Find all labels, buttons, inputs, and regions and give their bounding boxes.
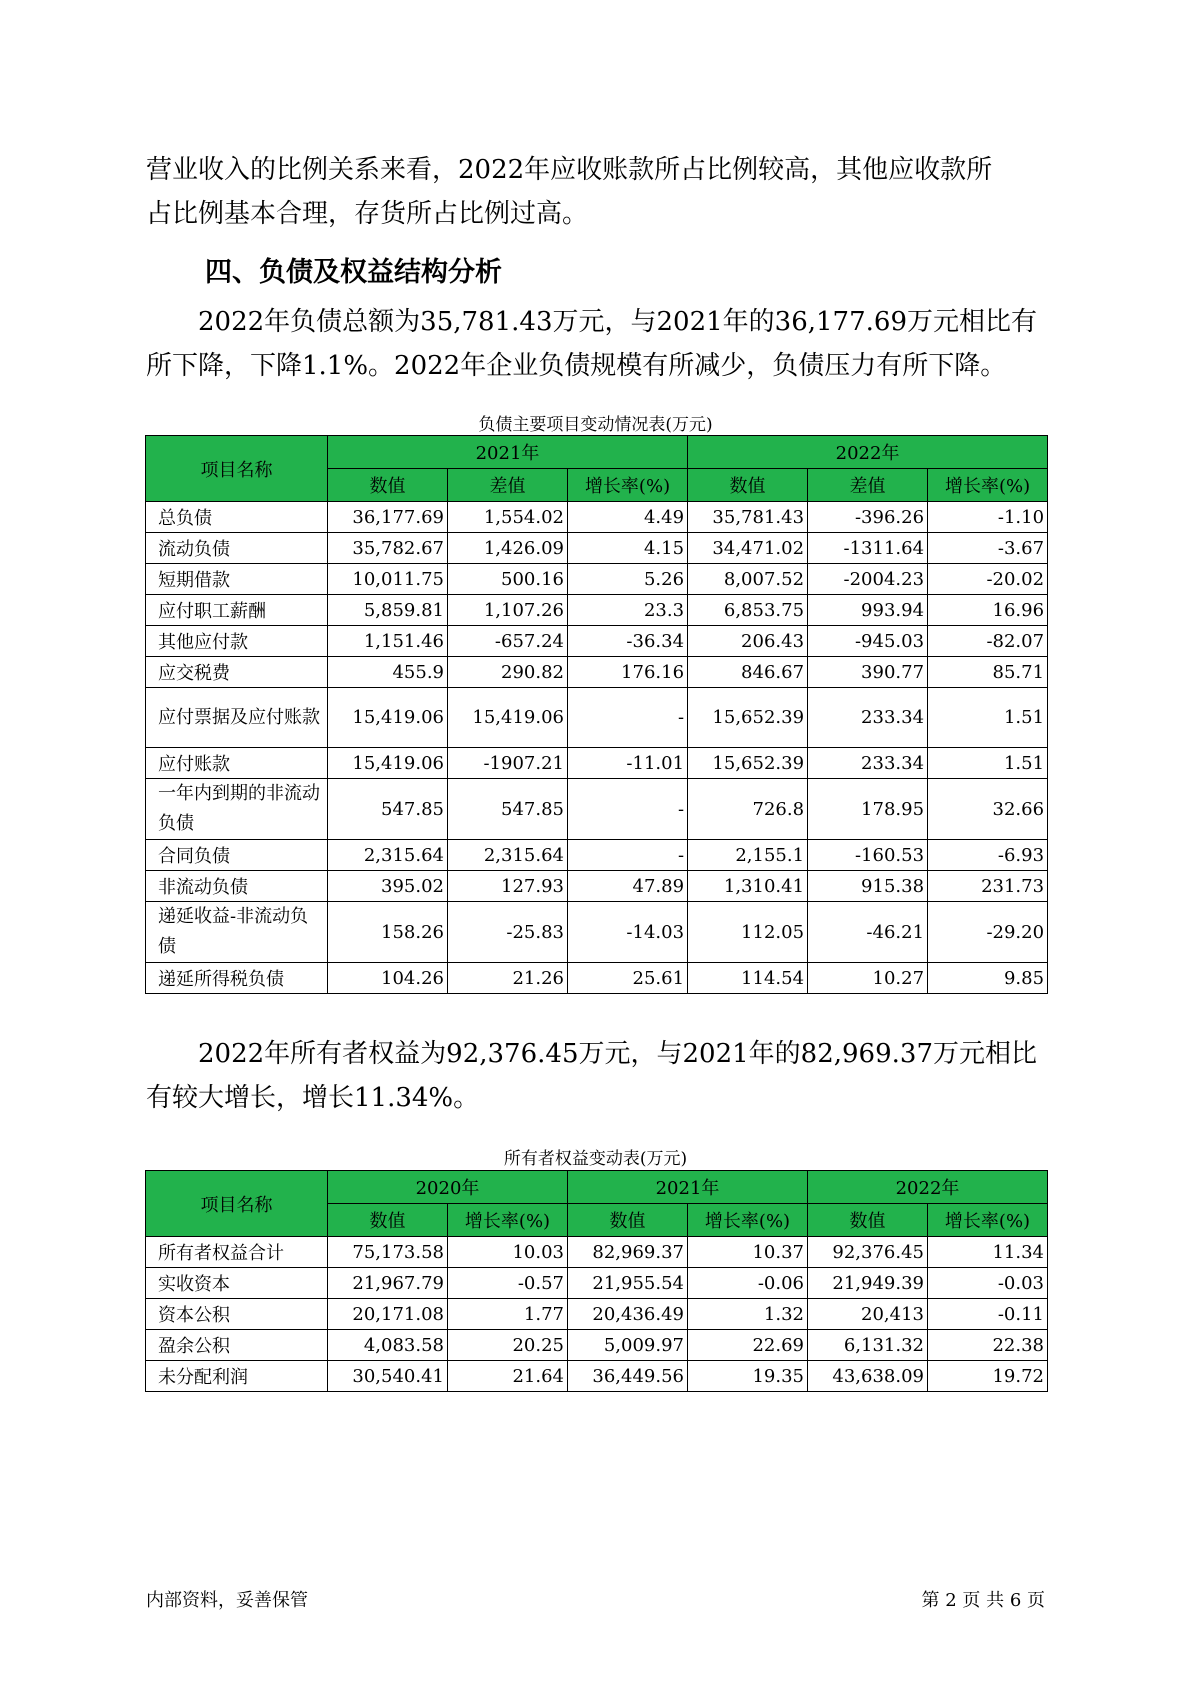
- row-cell: 1,310.41: [688, 871, 808, 902]
- row-cell: 15,419.06: [328, 748, 448, 779]
- row-cell: 390.77: [808, 657, 928, 688]
- liability-table: [145, 435, 1048, 994]
- row-item-name: 总负债: [146, 502, 328, 533]
- equity-line-2: 有较大增长，增长11.34%。: [146, 1083, 480, 1113]
- row-cell: 20.25: [448, 1330, 568, 1361]
- row-cell: 20,171.08: [328, 1299, 448, 1330]
- table-row: [146, 626, 1048, 657]
- row-cell: -29.20: [928, 902, 1048, 963]
- row-cell: 1,426.09: [448, 533, 568, 564]
- row-cell: 5.26: [568, 564, 688, 595]
- liability-table-caption: 负债主要项目变动情况表(万元): [478, 415, 713, 435]
- row-cell: -396.26: [808, 502, 928, 533]
- row-cell: 15,652.39: [688, 748, 808, 779]
- row-cell: 19.72: [928, 1361, 1048, 1392]
- row-cell: 1.51: [928, 748, 1048, 779]
- row-cell: 21.26: [448, 963, 568, 994]
- row-cell: 19.35: [688, 1361, 808, 1392]
- row-item-name: 其他应付款: [146, 626, 328, 657]
- row-cell: -2004.23: [808, 564, 928, 595]
- header-item-name: 项目名称: [146, 436, 328, 502]
- row-cell: 1.51: [928, 688, 1048, 748]
- row-item-name: 资本公积: [146, 1299, 328, 1330]
- row-cell: 231.73: [928, 871, 1048, 902]
- table-row: [146, 502, 1048, 533]
- equity-table-body: [146, 1237, 1048, 1392]
- equity-table: [145, 1170, 1048, 1392]
- row-cell: 36,449.56: [568, 1361, 688, 1392]
- table-row: [146, 533, 1048, 564]
- row-cell: -82.07: [928, 626, 1048, 657]
- row-cell: 500.16: [448, 564, 568, 595]
- row-cell: 993.94: [808, 595, 928, 626]
- header-year-2020: 2020年: [328, 1171, 568, 1204]
- row-cell: 32.66: [928, 779, 1048, 840]
- row-cell: 233.34: [808, 748, 928, 779]
- row-item-name: 应付职工薪酬: [146, 595, 328, 626]
- row-cell: -14.03: [568, 902, 688, 963]
- row-cell: 35,782.67: [328, 533, 448, 564]
- equity-table-caption: 所有者权益变动表(万元): [503, 1149, 688, 1169]
- row-cell: 233.34: [808, 688, 928, 748]
- row-cell: 158.26: [328, 902, 448, 963]
- row-item-name: 未分配利润: [146, 1361, 328, 1392]
- row-cell: 2,315.64: [328, 840, 448, 871]
- row-cell: 10.03: [448, 1237, 568, 1268]
- row-cell: 5,009.97: [568, 1330, 688, 1361]
- table-row: [146, 779, 1048, 840]
- row-cell: 206.43: [688, 626, 808, 657]
- table-row: [146, 840, 1048, 871]
- table-row: [146, 963, 1048, 994]
- row-cell: 10.27: [808, 963, 928, 994]
- table-row: [146, 902, 1048, 963]
- row-cell: 47.89: [568, 871, 688, 902]
- row-cell: 30,540.41: [328, 1361, 448, 1392]
- table-row: [146, 595, 1048, 626]
- header-item-name: 项目名称: [146, 1171, 328, 1237]
- row-cell: 112.05: [688, 902, 808, 963]
- row-cell: -11.01: [568, 748, 688, 779]
- table-row: [146, 871, 1048, 902]
- row-cell: 16.96: [928, 595, 1048, 626]
- row-cell: 547.85: [448, 779, 568, 840]
- row-cell: 4.15: [568, 533, 688, 564]
- table-row: [146, 564, 1048, 595]
- row-item-name: 递延收益-非流动负债: [146, 902, 328, 963]
- table-row: [146, 1361, 1048, 1392]
- row-cell: 34,471.02: [688, 533, 808, 564]
- row-cell: -36.34: [568, 626, 688, 657]
- row-cell: -3.67: [928, 533, 1048, 564]
- row-cell: 15,419.06: [448, 688, 568, 748]
- row-cell: -0.06: [688, 1268, 808, 1299]
- row-cell: 21,967.79: [328, 1268, 448, 1299]
- row-item-name: 短期借款: [146, 564, 328, 595]
- row-cell: -46.21: [808, 902, 928, 963]
- row-cell: -1907.21: [448, 748, 568, 779]
- row-cell: 20,436.49: [568, 1299, 688, 1330]
- row-cell: 35,781.43: [688, 502, 808, 533]
- equity-line-1: 2022年所有者权益为92,376.45万元，与2021年的82,969.37万元相比: [198, 1039, 1037, 1069]
- row-cell: -160.53: [808, 840, 928, 871]
- row-item-name: 所有者权益合计: [146, 1237, 328, 1268]
- row-item-name: 应付账款: [146, 748, 328, 779]
- row-cell: 6,853.75: [688, 595, 808, 626]
- intro-paragraph: [146, 148, 1046, 236]
- row-cell: 22.38: [928, 1330, 1048, 1361]
- row-cell: 8,007.52: [688, 564, 808, 595]
- header-year-2021: 2021年: [328, 436, 688, 469]
- row-cell: 1,554.02: [448, 502, 568, 533]
- row-cell: -657.24: [448, 626, 568, 657]
- subheader-difference: 差值: [448, 469, 568, 502]
- row-cell: 25.61: [568, 963, 688, 994]
- liability-line-2: 所下降，下降1.1%。2022年企业负债规模有所减少，负债压力有所下降。: [146, 351, 1007, 381]
- row-cell: 127.93: [448, 871, 568, 902]
- row-cell: 5,859.81: [328, 595, 448, 626]
- row-cell: 6,131.32: [808, 1330, 928, 1361]
- subheader-growth-rate: 增长率(%): [928, 469, 1048, 502]
- row-cell: 82,969.37: [568, 1237, 688, 1268]
- row-item-name: 一年内到期的非流动负债: [146, 779, 328, 840]
- row-cell: 4,083.58: [328, 1330, 448, 1361]
- liability-table-body: [146, 502, 1048, 994]
- row-cell: -0.03: [928, 1268, 1048, 1299]
- row-cell: 1,107.26: [448, 595, 568, 626]
- row-cell: 2,315.64: [448, 840, 568, 871]
- row-cell: 547.85: [328, 779, 448, 840]
- row-cell: 2,155.1: [688, 840, 808, 871]
- subheader-growth-rate: 增长率(%): [568, 469, 688, 502]
- row-cell: 20,413: [808, 1299, 928, 1330]
- row-cell: 15,652.39: [688, 688, 808, 748]
- table-row: [146, 1268, 1048, 1299]
- row-item-name: 实收资本: [146, 1268, 328, 1299]
- row-cell: 395.02: [328, 871, 448, 902]
- table-row: [146, 1237, 1048, 1268]
- subheader-value: 数值: [328, 469, 448, 502]
- liability-line-1: 2022年负债总额为35,781.43万元，与2021年的36,177.69万元相比有: [198, 307, 1037, 337]
- subheader-value: 数值: [808, 1204, 928, 1237]
- row-cell: 726.8: [688, 779, 808, 840]
- row-cell: -0.57: [448, 1268, 568, 1299]
- table-row: [146, 748, 1048, 779]
- row-cell: 36,177.69: [328, 502, 448, 533]
- row-cell: 104.26: [328, 963, 448, 994]
- row-cell: 176.16: [568, 657, 688, 688]
- section-heading: 四、负债及权益结构分析: [205, 257, 502, 288]
- row-cell: -: [568, 779, 688, 840]
- row-cell: -: [568, 840, 688, 871]
- row-cell: 178.95: [808, 779, 928, 840]
- row-cell: 15,419.06: [328, 688, 448, 748]
- row-cell: -25.83: [448, 902, 568, 963]
- equity-paragraph: [146, 1032, 1046, 1120]
- subheader-value: 数值: [328, 1204, 448, 1237]
- row-cell: -945.03: [808, 626, 928, 657]
- subheader-value: 数值: [568, 1204, 688, 1237]
- subheader-growth-rate: 增长率(%): [448, 1204, 568, 1237]
- row-cell: 23.3: [568, 595, 688, 626]
- intro-line-1: 营业收入的比例关系来看，2022年应收账款所占比例较高，其他应收款所: [146, 155, 993, 185]
- row-cell: -1.10: [928, 502, 1048, 533]
- row-cell: 43,638.09: [808, 1361, 928, 1392]
- table-row: [146, 657, 1048, 688]
- row-item-name: 流动负债: [146, 533, 328, 564]
- footer-page-number: 第 2 页 共 6 页: [921, 1590, 1045, 1611]
- row-cell: 1.77: [448, 1299, 568, 1330]
- row-item-name: 合同负债: [146, 840, 328, 871]
- table-row: [146, 688, 1048, 748]
- row-cell: 10.37: [688, 1237, 808, 1268]
- row-cell: 75,173.58: [328, 1237, 448, 1268]
- intro-line-2: 占比例基本合理，存货所占比例过高。: [146, 199, 589, 229]
- footer-confidential-note: 内部资料，妥善保管: [146, 1590, 308, 1611]
- subheader-difference: 差值: [808, 469, 928, 502]
- row-cell: 455.9: [328, 657, 448, 688]
- row-cell: 92,376.45: [808, 1237, 928, 1268]
- row-item-name: 盈余公积: [146, 1330, 328, 1361]
- subheader-value: 数值: [688, 469, 808, 502]
- row-cell: 290.82: [448, 657, 568, 688]
- row-cell: 21,955.54: [568, 1268, 688, 1299]
- row-cell: 4.49: [568, 502, 688, 533]
- row-cell: 1,151.46: [328, 626, 448, 657]
- row-cell: -20.02: [928, 564, 1048, 595]
- subheader-growth-rate: 增长率(%): [688, 1204, 808, 1237]
- row-cell: 846.67: [688, 657, 808, 688]
- row-cell: 22.69: [688, 1330, 808, 1361]
- header-year-2021: 2021年: [568, 1171, 808, 1204]
- row-item-name: 非流动负债: [146, 871, 328, 902]
- table-row: [146, 1299, 1048, 1330]
- row-cell: -0.11: [928, 1299, 1048, 1330]
- row-cell: -1311.64: [808, 533, 928, 564]
- header-year-2022: 2022年: [808, 1171, 1048, 1204]
- row-item-name: 应付票据及应付账款: [146, 688, 328, 748]
- row-item-name: 递延所得税负债: [146, 963, 328, 994]
- row-cell: 1.32: [688, 1299, 808, 1330]
- row-cell: -: [568, 688, 688, 748]
- row-cell: -6.93: [928, 840, 1048, 871]
- row-cell: 21.64: [448, 1361, 568, 1392]
- row-cell: 9.85: [928, 963, 1048, 994]
- header-year-2022: 2022年: [688, 436, 1048, 469]
- row-cell: 915.38: [808, 871, 928, 902]
- row-item-name: 应交税费: [146, 657, 328, 688]
- table-row: [146, 1330, 1048, 1361]
- row-cell: 11.34: [928, 1237, 1048, 1268]
- subheader-growth-rate: 增长率(%): [928, 1204, 1048, 1237]
- row-cell: 85.71: [928, 657, 1048, 688]
- row-cell: 114.54: [688, 963, 808, 994]
- liability-paragraph: [146, 300, 1046, 388]
- row-cell: 10,011.75: [328, 564, 448, 595]
- row-cell: 21,949.39: [808, 1268, 928, 1299]
